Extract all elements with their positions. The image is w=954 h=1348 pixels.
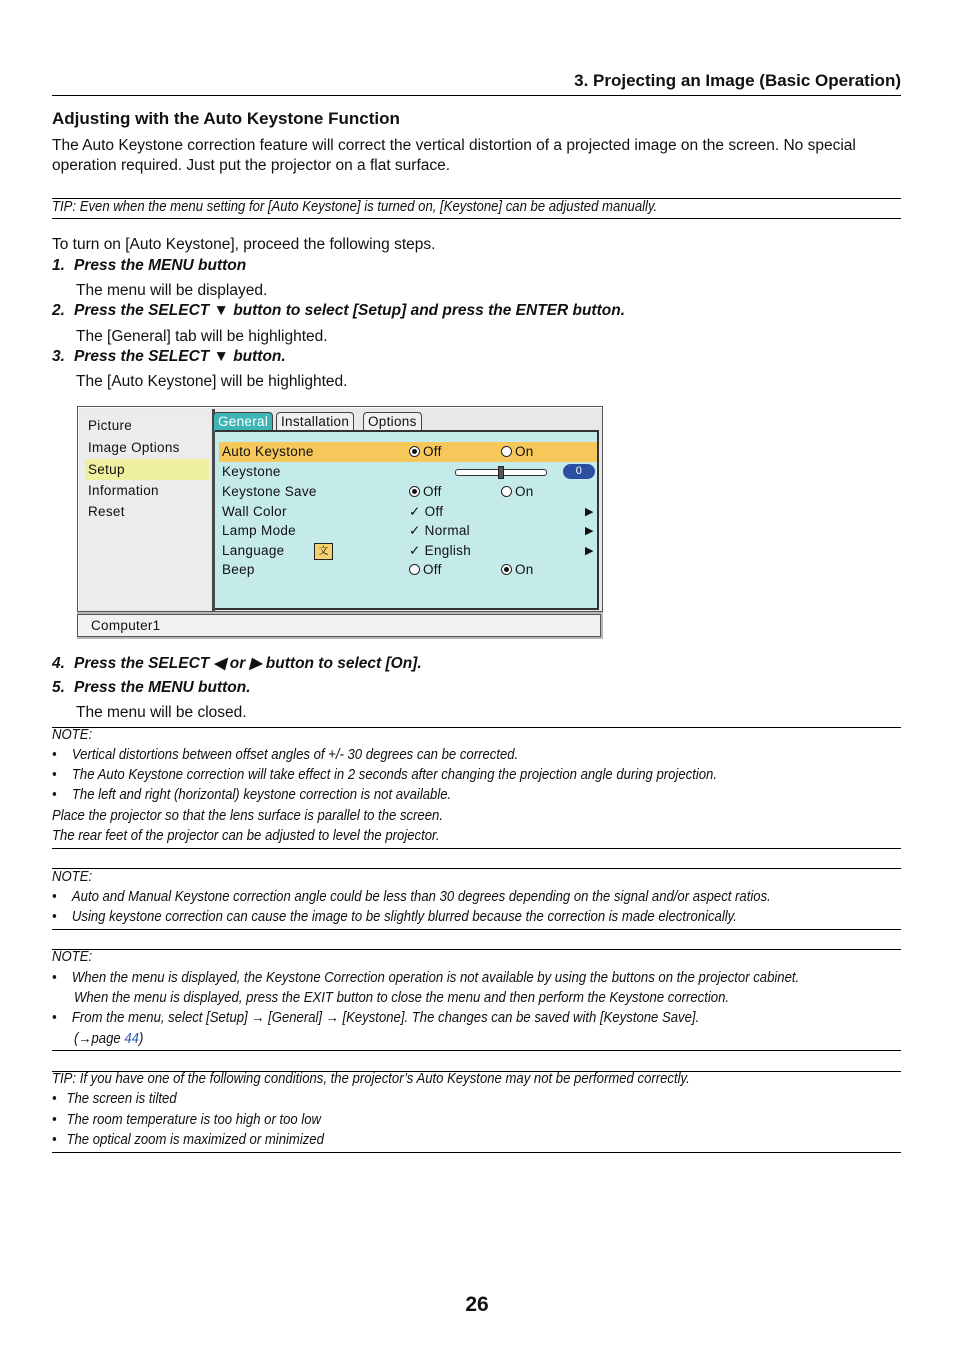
row-label: Keystone (222, 464, 281, 479)
menu-row-auto-keystone[interactable] (219, 442, 597, 462)
note3-bullet-1-cont: When the menu is displayed, press the EXIT button to close the menu and then perform the Keystone correction. (74, 990, 730, 1006)
step-text: Press the SELECT ◀ or ▶ button to select [On]. (74, 655, 422, 672)
keystone-value: 0 (563, 464, 595, 479)
menu-status-bar: Computer1 (77, 614, 601, 637)
page-number: 26 (465, 1293, 489, 1316)
projector-menu (77, 406, 603, 639)
row-label: Keystone Save (222, 484, 317, 499)
menu-window (77, 406, 603, 612)
radio-off[interactable]: Off (409, 560, 442, 580)
note1-line-1: Place the projector so that the lens surface is parallel to the screen. (52, 808, 443, 824)
row-label: Lamp Mode (222, 523, 296, 538)
step-2 (52, 302, 625, 320)
step-text: Press the SELECT ▼ button to select [Setup] and press the ENTER button. (74, 302, 625, 319)
note1-bottom-rule (52, 848, 901, 849)
note1-top-rule (52, 727, 901, 728)
menu-row-lamp-mode[interactable] (219, 521, 597, 541)
radio-selected-icon (409, 486, 420, 497)
submenu-arrow-icon: ▶ (585, 525, 594, 537)
note3-bullet-1: • When the menu is displayed, the Keystone Correction operation is not available by using the buttons on the projector cabinet. (52, 970, 800, 986)
note1-line-2: The rear feet of the projector can be adjusted to level the projector. (52, 828, 440, 844)
page-title: Adjusting with the Auto Keystone Function (52, 109, 400, 128)
row-value: ✓ Off (409, 504, 444, 519)
note2-bullet-2: • Using keystone correction can cause the image to be slightly blurred because the correction is made electronically. (52, 909, 737, 925)
page-link[interactable]: 44 (124, 1031, 139, 1047)
radio-off[interactable]: Off (409, 482, 442, 502)
note3-bullet-2: • From the menu, select [Setup] → [General] → [Keystone]. The changes can be saved with [Keystone Save]. (52, 1010, 700, 1026)
note2-label: NOTE: (52, 869, 93, 885)
step-4 (52, 654, 422, 673)
menu-item-image-options[interactable]: Image Options (88, 440, 180, 455)
step-number: 1. (52, 257, 65, 274)
radio-on[interactable]: On (501, 442, 534, 462)
language-icon: 文 (314, 543, 333, 560)
menu-item-setup[interactable]: Setup (85, 459, 209, 480)
menu-row-language[interactable] (219, 541, 597, 561)
tab-general[interactable]: General (213, 412, 273, 431)
step-text: Press the SELECT ▼ button. (74, 348, 286, 365)
tip2-item-1: • The screen is tilted (52, 1091, 177, 1107)
step-5 (52, 679, 251, 697)
radio-on[interactable]: On (501, 560, 534, 580)
step-text: Press the MENU button. (74, 679, 251, 696)
menu-item-information[interactable]: Information (88, 483, 159, 498)
menu-item-picture[interactable]: Picture (88, 418, 133, 433)
menu-row-beep[interactable] (219, 560, 597, 580)
note1-bullet-1: • Vertical distortions between offset angles of +/- 30 degrees can be corrected. (52, 747, 519, 763)
row-label: Wall Color (222, 504, 287, 519)
radio-selected-icon (501, 564, 512, 575)
steps-intro: To turn on [Auto Keystone], proceed the following steps. (52, 236, 436, 253)
menu-panel (215, 430, 599, 610)
note2-bottom-rule (52, 929, 901, 930)
row-value: ✓ English (409, 543, 472, 558)
step-1 (52, 257, 246, 275)
step-5-result: The menu will be closed. (76, 704, 247, 721)
radio-empty-icon (501, 446, 512, 457)
step-1-result: The menu will be displayed. (76, 282, 268, 299)
step-3-result: The [Auto Keystone] will be highlighted. (76, 373, 348, 390)
tip1-text: TIP: Even when the menu setting for [Auto Keystone] is turned on, [Keystone] can be adjusted manually. (52, 199, 658, 215)
tab-installation[interactable]: Installation (276, 412, 354, 431)
note1-bullet-2: • The Auto Keystone correction will take effect in 2 seconds after changing the projection angle during projection. (52, 767, 718, 783)
note1-bullet-3: • The left and right (horizontal) keystone correction is not available. (52, 787, 452, 803)
tab-options[interactable]: Options (363, 412, 422, 431)
step-number: 4. (52, 655, 65, 672)
menu-row-wall-color[interactable] (219, 502, 597, 522)
menu-item-reset[interactable]: Reset (88, 504, 125, 519)
step-3 (52, 348, 286, 366)
step-number: 2. (52, 302, 65, 319)
step-text: Press the MENU button (74, 257, 247, 274)
slider-handle[interactable] (498, 466, 504, 479)
section-header: 3. Projecting an Image (Basic Operation) (574, 71, 901, 90)
row-label: Language (222, 543, 285, 558)
step-number: 3. (52, 348, 65, 365)
radio-on[interactable]: On (501, 482, 534, 502)
tip2-lead: TIP: If you have one of the following conditions, the projector’s Auto Keystone may not be performed correctly. (52, 1071, 690, 1087)
note2-top-rule (52, 868, 901, 869)
step-number: 5. (52, 679, 65, 696)
keystone-slider[interactable] (455, 469, 547, 476)
radio-selected-icon (409, 446, 420, 457)
header-rule (52, 95, 901, 96)
menu-row-keystone[interactable] (219, 462, 597, 482)
row-label: Beep (222, 562, 255, 577)
radio-empty-icon (409, 564, 420, 575)
submenu-arrow-icon: ▶ (585, 545, 594, 557)
menu-row-keystone-save[interactable] (219, 482, 597, 502)
note1-label: NOTE: (52, 727, 93, 743)
note3-page-ref: (→page 44) (74, 1031, 144, 1047)
radio-off[interactable]: Off (409, 442, 442, 462)
tip2-bottom-rule (52, 1152, 901, 1153)
radio-empty-icon (501, 486, 512, 497)
row-label: Auto Keystone (222, 444, 314, 459)
tip2-item-3: • The optical zoom is maximized or minimized (52, 1132, 324, 1148)
note2-bullet-1: • Auto and Manual Keystone correction angle could be less than 30 degrees depending on the signal and/or aspect ratios. (52, 889, 771, 905)
note3-bottom-rule (52, 1050, 901, 1051)
note3-label: NOTE: (52, 949, 93, 965)
row-value: ✓ Normal (409, 523, 470, 538)
note3-top-rule (52, 949, 901, 950)
step-2-result: The [General] tab will be highlighted. (76, 328, 328, 345)
submenu-arrow-icon: ▶ (585, 506, 594, 518)
intro-paragraph: The Auto Keystone correction feature will correct the vertical distortion of a projected image on the screen. No special operation required. Just put the projector on a flat surface. (52, 137, 856, 174)
tip1-bottom-rule (52, 218, 901, 219)
menu-sidebar (80, 409, 211, 609)
tip2-item-2: • The room temperature is too high or too low (52, 1112, 322, 1128)
